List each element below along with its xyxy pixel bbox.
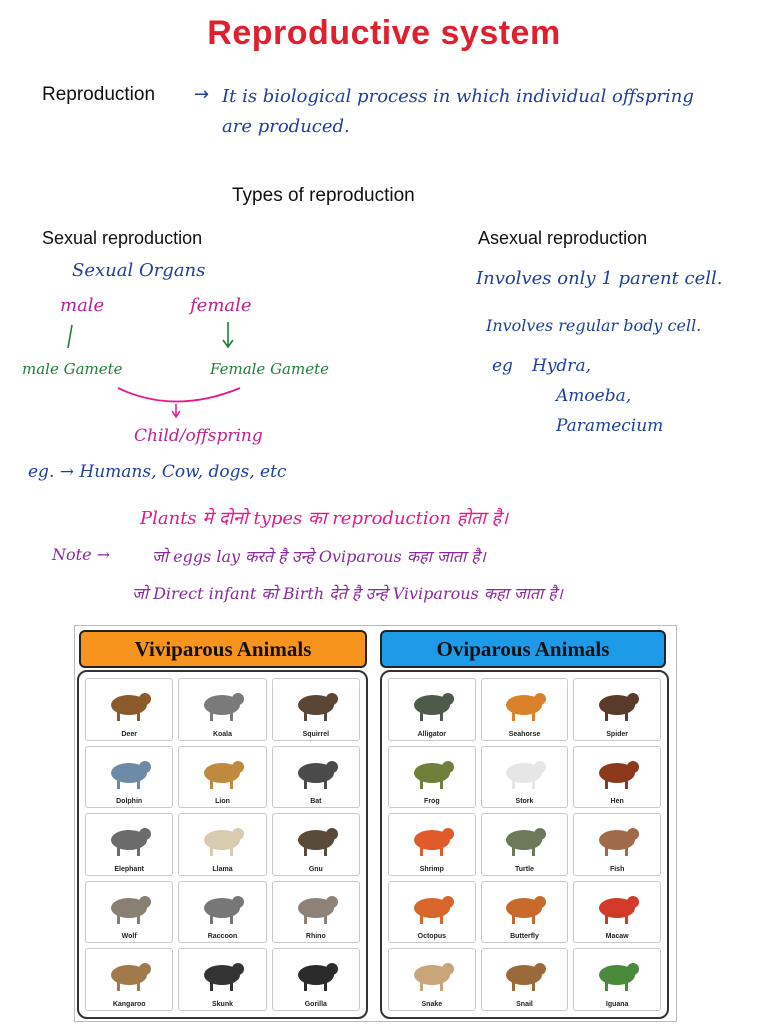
- animal-label: Snake: [421, 1000, 443, 1008]
- animal-icon: [404, 753, 460, 793]
- animal-label: Hen: [610, 798, 624, 806]
- animal-label: Macaw: [605, 933, 629, 941]
- animal-label: Iguana: [605, 1000, 629, 1008]
- animal-card: [573, 813, 661, 876]
- animal-icon: [194, 955, 250, 995]
- sexual-organs: Sexual Organs: [72, 260, 206, 281]
- animal-icon: [194, 888, 250, 928]
- animal-card: [85, 948, 173, 1011]
- asexual-example-2: Amoeba,: [556, 386, 632, 406]
- animal-icon: [288, 820, 344, 860]
- asexual-eg: eg: [492, 356, 513, 376]
- animal-card: [388, 678, 476, 741]
- animal-icon: [496, 955, 552, 995]
- note-line-2: जो Direct infant को Birth देते है उन्हे Viviparous कहा जाता है।: [132, 584, 563, 603]
- animal-card: [178, 746, 266, 809]
- animal-label: Octopus: [417, 933, 447, 941]
- animal-icon: [496, 820, 552, 860]
- animal-label: Lion: [215, 798, 230, 806]
- female-gamete: Female Gamete: [210, 360, 330, 378]
- animal-card: [178, 881, 266, 944]
- animal-icon: [194, 820, 250, 860]
- animal-card: [85, 813, 173, 876]
- animal-label: Shrimp: [419, 865, 444, 873]
- animal-label: Frog: [424, 798, 440, 806]
- note-label: Note →: [52, 545, 111, 564]
- animal-label: Elephant: [114, 865, 144, 873]
- animal-label: Raccoon: [207, 933, 238, 941]
- oviparous-panel: [380, 670, 669, 1019]
- viviparous-grid: [85, 678, 360, 1011]
- animal-icon: [194, 685, 250, 725]
- male-gamete: male Gamete: [22, 360, 123, 378]
- viviparous-title: Viviparous Animals: [79, 630, 367, 668]
- animal-label: Alligator: [417, 730, 447, 738]
- animal-icon: [194, 753, 250, 793]
- animal-card: [388, 881, 476, 944]
- animal-card: [85, 881, 173, 944]
- definition-arrow: →: [194, 84, 210, 105]
- animal-label: Stork: [515, 798, 534, 806]
- animal-card: [388, 746, 476, 809]
- animal-icon: [404, 955, 460, 995]
- animal-icon: [288, 888, 344, 928]
- animal-label: Squirrel: [302, 730, 330, 738]
- oviparous-title: Oviparous Animals: [380, 630, 666, 668]
- animal-card: [481, 881, 569, 944]
- sexual-example: eg. → Humans, Cow, dogs, etc: [28, 462, 287, 482]
- animal-card: [573, 948, 661, 1011]
- animal-card: [481, 746, 569, 809]
- animal-card: [573, 881, 661, 944]
- animal-card: [178, 678, 266, 741]
- animal-icon: [288, 685, 344, 725]
- animal-card: [481, 813, 569, 876]
- animal-card: [573, 746, 661, 809]
- male-label: male: [60, 295, 105, 316]
- asexual-example-3: Paramecium: [556, 416, 664, 436]
- animal-card: [481, 948, 569, 1011]
- animal-card: [388, 813, 476, 876]
- animal-card: [85, 678, 173, 741]
- animal-icon: [404, 820, 460, 860]
- viviparous-panel: [77, 670, 368, 1019]
- oviparous-grid: [388, 678, 661, 1011]
- animal-label: Llama: [212, 865, 233, 873]
- asexual-line-2: Involves regular body cell.: [486, 316, 702, 335]
- animal-icon: [496, 753, 552, 793]
- animal-label: Gorilla: [304, 1000, 327, 1008]
- animal-label: Dolphin: [116, 798, 143, 806]
- animal-icon: [589, 888, 645, 928]
- animal-icon: [288, 955, 344, 995]
- animal-icon: [589, 753, 645, 793]
- animal-card: [388, 948, 476, 1011]
- animal-card: [178, 948, 266, 1011]
- definition-line-2: are produced.: [222, 116, 350, 137]
- animal-label: Gnu: [308, 865, 323, 873]
- animal-icon: [496, 685, 552, 725]
- animal-label: Rhino: [305, 933, 326, 941]
- plants-note: Plants मे दोनो types का reproduction होता है।: [140, 508, 509, 529]
- asexual-heading: Asexual reproduction: [478, 228, 648, 248]
- animal-icon: [101, 753, 157, 793]
- types-heading: Types of reproduction: [232, 185, 415, 206]
- animal-label: Fish: [609, 865, 625, 873]
- animal-label: Turtle: [515, 865, 534, 873]
- animal-card: [272, 678, 360, 741]
- definition-term: Reproduction: [42, 84, 156, 105]
- animal-card: [85, 746, 173, 809]
- animal-icon: [101, 820, 157, 860]
- animal-icon: [589, 820, 645, 860]
- animal-label: Kangaroo: [112, 1000, 146, 1008]
- sexual-heading: Sexual reproduction: [42, 228, 203, 248]
- animal-icon: [589, 955, 645, 995]
- animal-card: [272, 813, 360, 876]
- animal-label: Bat: [310, 798, 322, 806]
- animal-label: Skunk: [211, 1000, 233, 1008]
- animal-icon: [101, 685, 157, 725]
- animal-icon: [589, 685, 645, 725]
- animal-label: Snail: [516, 1000, 533, 1008]
- animal-icon: [404, 888, 460, 928]
- animal-card: [272, 948, 360, 1011]
- animal-label: Spider: [606, 730, 629, 738]
- animal-icon: [101, 955, 157, 995]
- asexual-line-1: Involves only 1 parent cell.: [476, 268, 723, 289]
- animal-card: [481, 678, 569, 741]
- animal-label: Butterfly: [510, 933, 539, 941]
- animal-card: [272, 881, 360, 944]
- animal-icon: [496, 888, 552, 928]
- definition-line-1: It is biological process in which individual offspring: [222, 86, 694, 107]
- animal-label: Wolf: [121, 933, 137, 941]
- page-title: Reproductive system: [207, 14, 561, 52]
- animal-card: [178, 813, 266, 876]
- animals-poster: [74, 625, 677, 1022]
- child-offspring: Child/offspring: [134, 426, 263, 446]
- animal-label: Deer: [121, 730, 137, 738]
- asexual-example-1: Hydra,: [532, 356, 591, 376]
- animal-label: Seahorse: [508, 730, 541, 738]
- note-line-1: जो eggs lay करते है उन्हे Oviparous कहा जाता है।: [152, 547, 486, 566]
- animal-icon: [404, 685, 460, 725]
- animal-icon: [288, 753, 344, 793]
- animal-card: [272, 746, 360, 809]
- animal-label: Koala: [212, 730, 233, 738]
- female-label: female: [190, 295, 252, 316]
- animal-icon: [101, 888, 157, 928]
- animal-card: [573, 678, 661, 741]
